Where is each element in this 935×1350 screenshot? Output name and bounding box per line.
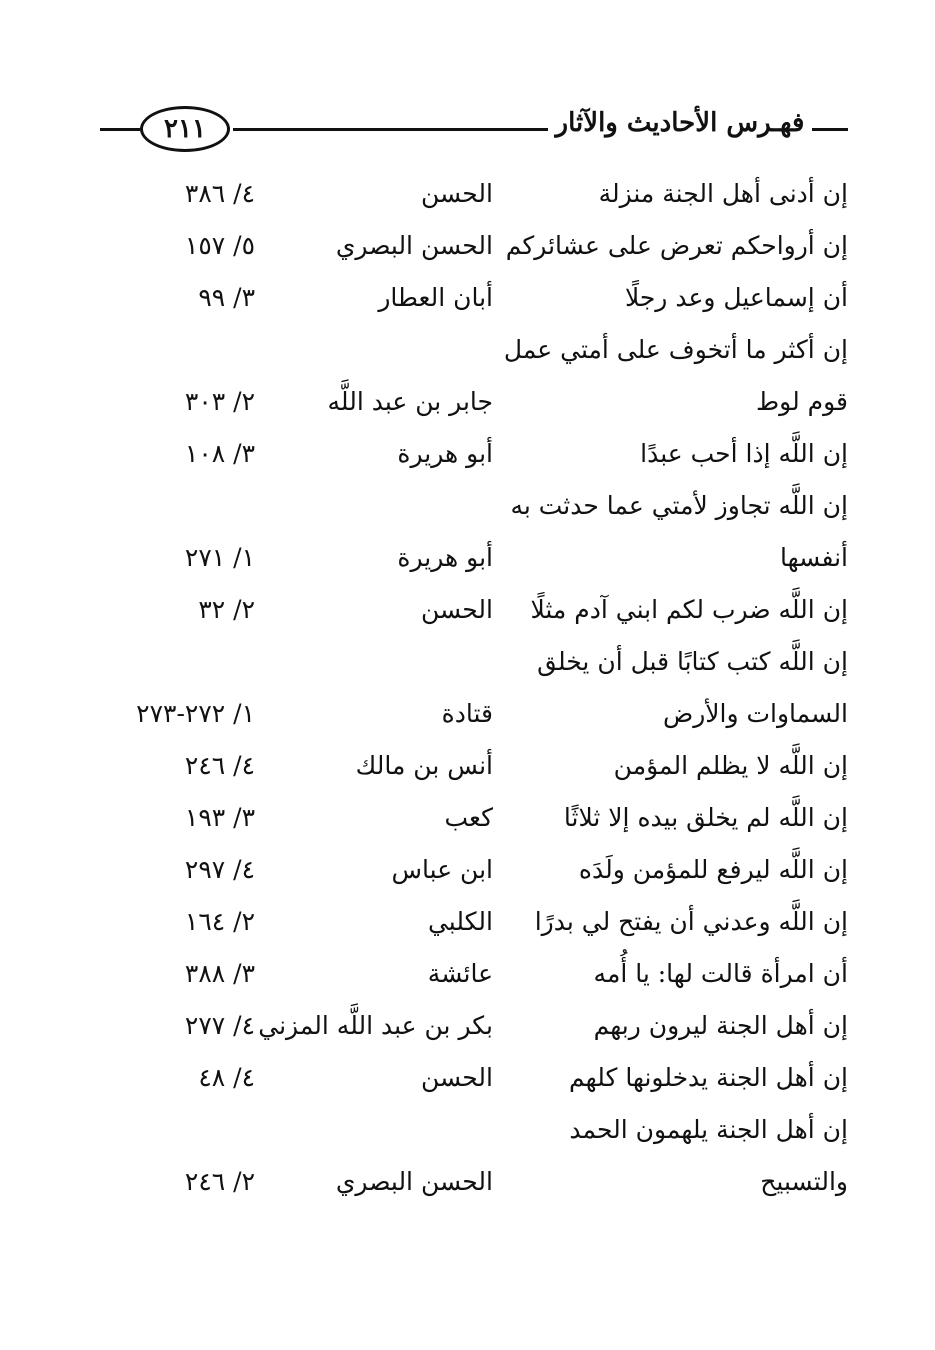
page-header [100, 100, 848, 160]
narrator: أبان العطار [378, 283, 493, 312]
index-entry [100, 1059, 848, 1111]
page-number: ٢١١ [140, 106, 230, 152]
reference: ٢/ ٣٠٣ [184, 387, 255, 416]
narrator: ابن عباس [391, 855, 493, 884]
hadith-text: إن اللَّه إذا أحب عبدًا [640, 439, 848, 468]
index-entry [100, 383, 848, 435]
hadith-text: إن أكثر ما أتخوف على أمتي عمل [503, 335, 848, 364]
index-entry [100, 591, 848, 643]
hadith-text: والتسبيح [760, 1167, 848, 1196]
narrator: أبو هريرة [397, 439, 493, 468]
narrator: الحسن [420, 179, 493, 208]
index-entry [100, 747, 848, 799]
header-rule-middle [233, 128, 548, 131]
index-entry [100, 435, 848, 487]
header-rule-left [100, 128, 140, 131]
hadith-text: أنفسها [780, 543, 848, 572]
reference: ٤/ ٣٨٦ [184, 179, 255, 208]
narrator: الحسن البصري [335, 231, 493, 260]
hadith-text: إن أهل الجنة ليرون ربهم [593, 1011, 848, 1040]
narrator: الحسن [420, 1063, 493, 1092]
narrator: جابر بن عبد اللَّه [327, 387, 493, 416]
narrator: أنس بن مالك [355, 751, 493, 780]
hadith-text: إن اللَّه لا يظلم المؤمن [613, 751, 848, 780]
hadith-text: إن اللَّه وعدني أن يفتح لي بدرًا [534, 907, 848, 936]
reference: ٢/ ٣٢ [198, 595, 255, 624]
index-entry [100, 955, 848, 1007]
reference: ١/ ٢٧١ [184, 543, 255, 572]
index-entries [100, 175, 848, 1215]
narrator: كعب [444, 803, 493, 832]
reference: ٤/ ٢٧٧ [184, 1011, 255, 1040]
hadith-text: إن اللَّه تجاوز لأمتي عما حدثت به [510, 491, 848, 520]
index-entry [100, 851, 848, 903]
index-entry [100, 1007, 848, 1059]
narrator: عائشة [427, 959, 493, 988]
narrator: أبو هريرة [397, 543, 493, 572]
index-entry [100, 799, 848, 851]
index-entry [100, 279, 848, 331]
index-entry [100, 487, 848, 539]
hadith-text: إن أدنى أهل الجنة منزلة [598, 179, 848, 208]
reference: ٥/ ١٥٧ [184, 231, 255, 260]
reference: ١/ ٢٧٢-٢٧٣ [136, 699, 255, 728]
reference: ٢/ ٢٤٦ [184, 1167, 255, 1196]
hadith-text: إن اللَّه ضرب لكم ابني آدم مثلًا [530, 595, 848, 624]
index-entry [100, 643, 848, 695]
hadith-text: إن أرواحكم تعرض على عشائركم [505, 231, 848, 260]
reference: ٣/ ٣٨٨ [184, 959, 255, 988]
index-entry [100, 903, 848, 955]
reference: ٤/ ٢٩٧ [184, 855, 255, 884]
index-entry [100, 1163, 848, 1215]
index-entry [100, 695, 848, 747]
index-entry [100, 1111, 848, 1163]
hadith-text: إن اللَّه كتب كتابًا قبل أن يخلق [537, 647, 848, 676]
narrator: الحسن [420, 595, 493, 624]
narrator: قتادة [441, 699, 493, 728]
reference: ٤/ ٤٨ [198, 1063, 255, 1092]
reference: ٤/ ٢٤٦ [184, 751, 255, 780]
reference: ٣/ ٩٩ [198, 283, 255, 312]
hadith-text: قوم لوط [756, 387, 848, 416]
hadith-text: إن أهل الجنة يلهمون الحمد [569, 1115, 848, 1144]
hadith-text: أن إسماعيل وعد رجلًا [624, 283, 848, 312]
hadith-text: إن اللَّه ليرفع للمؤمن ولَدَه [578, 855, 848, 884]
index-entry [100, 539, 848, 591]
index-entry [100, 331, 848, 383]
hadith-text: السماوات والأرض [662, 699, 848, 728]
reference: ٣/ ١٩٣ [184, 803, 255, 832]
index-entry [100, 227, 848, 279]
hadith-text: أن امرأة قالت لها: يا أُمه [593, 959, 848, 988]
index-entry [100, 175, 848, 227]
narrator: الحسن البصري [335, 1167, 493, 1196]
narrator: الكلبي [427, 907, 493, 936]
reference: ٣/ ١٠٨ [184, 439, 255, 468]
reference: ٢/ ١٦٤ [184, 907, 255, 936]
header-rule-right [812, 128, 848, 131]
hadith-text: إن أهل الجنة يدخلونها كلهم [569, 1063, 848, 1092]
narrator: بكر بن عبد اللَّه المزني [258, 1011, 493, 1040]
hadith-text: إن اللَّه لم يخلق بيده إلا ثلاثًا [563, 803, 848, 832]
header-title: فهـرس الأحاديث والآثار [555, 108, 805, 138]
